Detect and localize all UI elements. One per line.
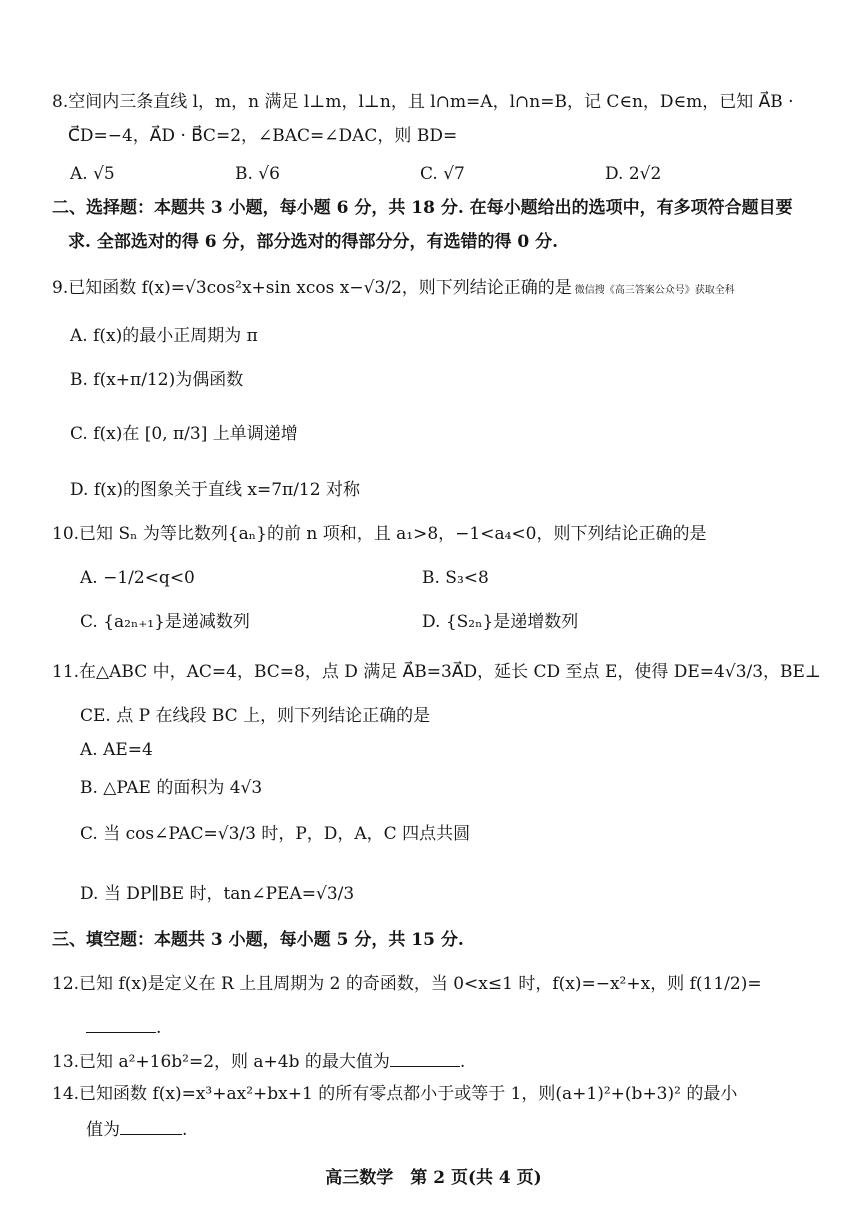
question-11-option-a: A. AE=4 xyxy=(80,740,153,760)
question-10-option-b: B. S₃<8 xyxy=(422,568,489,588)
question-11-option-d: D. 当 DP∥BE 时，tan∠PEA=√3/3 xyxy=(80,884,355,904)
question-10-option-a: A. −1/2<q<0 xyxy=(80,568,195,588)
question-13-answer-blank[interactable] xyxy=(390,1050,460,1067)
question-14-end-mark: . xyxy=(182,1120,188,1140)
question-12-line-1: 12.已知 f(x)是定义在 R 上且周期为 2 的奇函数，当 0<x≤1 时，f(x)=−x²+x，则 f(11/2)= xyxy=(52,974,762,994)
question-10-option-c: C. {a₂ₙ₊₁}是递减数列 xyxy=(80,612,250,632)
question-11-option-b: B. △PAE 的面积为 4√3 xyxy=(80,778,263,798)
question-13-text: 13.已知 a²+16b²=2，则 a+4b 的最大值为 xyxy=(52,1052,390,1072)
question-9-stem-text: 9.已知函数 f(x)=√3cos²x+sin xcos x−√3/2，则下列结论正确的是 xyxy=(52,278,572,298)
section-2-heading-line-1: 二、选择题：本题共 3 小题，每小题 6 分，共 18 分. 在每小题给出的选项中，有多项符合题目要 xyxy=(52,198,793,218)
question-9-option-c: C. f(x)在 [0, π/3] 上单调递增 xyxy=(70,424,298,444)
watermark-text: 微信搜《高三答案公众号》获取全科 xyxy=(574,285,735,296)
question-8-option-c: C. √7 xyxy=(420,164,465,184)
question-12-answer-blank[interactable] xyxy=(86,1016,156,1033)
question-14-answer-blank[interactable] xyxy=(120,1118,182,1135)
question-13-end-mark: . xyxy=(459,1052,466,1072)
question-13 xyxy=(52,1050,465,1074)
question-9-stem xyxy=(52,276,735,303)
question-14-line-1: 14.已知函数 f(x)=x³+ax²+bx+1 的所有零点都小于或等于 1，则(a+1)²+(b+3)² 的最小 xyxy=(52,1084,738,1104)
question-8-line-1: 8.空间内三条直线 l，m，n 满足 l⊥m，l⊥n，且 l∩m=A，l∩n=B，记 C∈n，D∈m，已知 A⃗B · xyxy=(52,92,794,112)
section-3-heading: 三、填空题：本题共 3 小题，每小题 5 分，共 15 分. xyxy=(52,930,464,950)
question-10-option-d: D. {S₂ₙ}是递增数列 xyxy=(422,612,579,632)
question-9-option-d: D. f(x)的图象关于直线 x=7π/12 对称 xyxy=(70,480,360,500)
question-8-line-2: C⃗D=−4，A⃗D · B⃗C=2，∠BAC=∠DAC，则 BD= xyxy=(68,126,458,146)
question-8-option-d: D. 2√2 xyxy=(605,164,662,184)
question-12-answer-line xyxy=(86,1016,161,1040)
question-12-end-mark: . xyxy=(156,1018,162,1038)
question-9-option-a: A. f(x)的最小正周期为 π xyxy=(70,326,258,346)
question-10-stem: 10.已知 Sₙ 为等比数列{aₙ}的前 n 项和，且 a₁>8，−1<a₄<0，则下列结论正确的是 xyxy=(52,524,707,544)
question-11-option-c: C. 当 cos∠PAC=√3/3 时，P，D，A，C 四点共圆 xyxy=(80,824,471,844)
question-9-option-b: B. f(x+π/12)为偶函数 xyxy=(70,370,244,390)
question-8-option-a: A. √5 xyxy=(70,164,115,184)
question-14-line-2 xyxy=(86,1118,187,1142)
page-footer: 高三数学 第 2 页(共 4 页) xyxy=(325,1168,542,1188)
question-14-line-2-text: 值为 xyxy=(86,1120,120,1140)
question-11-line-2: CE. 点 P 在线段 BC 上，则下列结论正确的是 xyxy=(80,706,431,726)
section-2-heading-line-2: 求. 全部选对的得 6 分，部分选对的得部分分，有选错的得 0 分. xyxy=(68,232,559,252)
question-8-option-b: B. √6 xyxy=(235,164,280,184)
question-11-line-1: 11.在△ABC 中，AC=4，BC=8，点 D 满足 A⃗B=3A⃗D，延长 CD 至点 E，使得 DE=4√3/3，BE⊥ xyxy=(52,662,821,682)
